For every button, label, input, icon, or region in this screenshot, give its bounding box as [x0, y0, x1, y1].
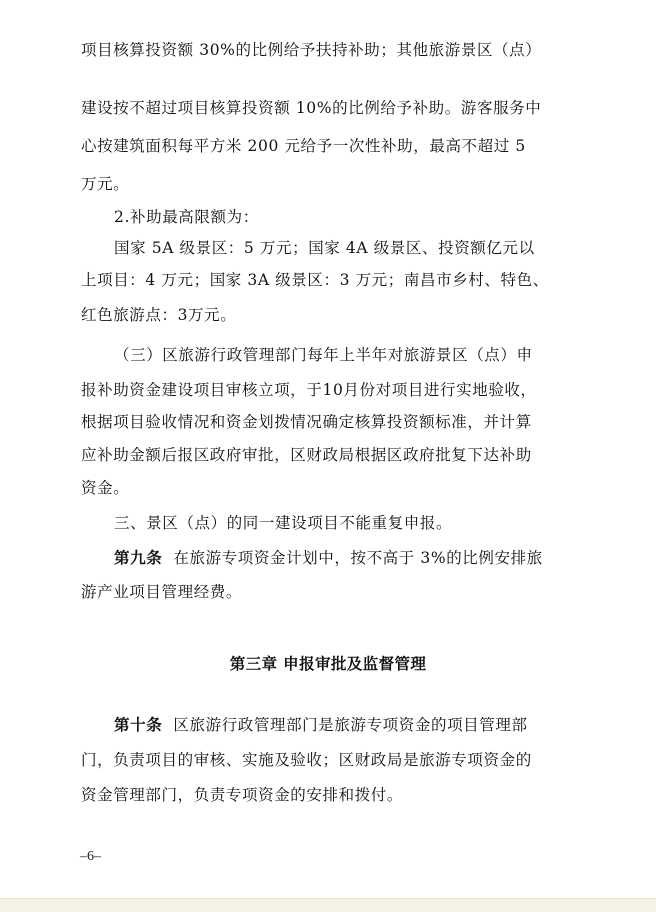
body-line-13: 资金。	[81, 479, 130, 497]
article-9-text: 在旅游专项资金计划中，按不高于 3%的比例安排旅	[173, 549, 543, 567]
body-line-1: 项目核算投资额 30%的比例给予扶持补助；其他旅游景区（点）	[81, 41, 542, 59]
article-9-label: 第九条	[114, 549, 163, 567]
body-line-7: 上项目：4 万元；国家 3A 级景区：3 万元；南昌市乡村、特色、	[81, 271, 549, 289]
body-line-2: 建设按不超过项目核算投资额 10%的比例给予补助。游客服务中	[81, 99, 542, 117]
article-9-line	[114, 548, 656, 568]
body-line-11: 根据项目验收情况和资金划拨情况确定核算投资额标准，并计算	[81, 413, 532, 431]
article-10-label: 第十条	[114, 716, 163, 734]
article-10-continuation-2: 资金管理部门，负责专项资金的安排和拨付。	[81, 786, 404, 804]
body-line-9: （三）区旅游行政管理部门每年上半年对旅游景区（点）申	[114, 346, 533, 364]
article-10-line	[114, 715, 656, 735]
article-10-continuation-1: 门，负责项目的审核、实施及验收；区财政局是旅游专项资金的	[81, 751, 532, 769]
page-bottom-edge	[0, 898, 656, 912]
body-line-5: 2.补助最高限额为：	[114, 208, 259, 226]
article-10-text: 区旅游行政管理部门是旅游专项资金的项目管理部	[173, 716, 528, 734]
article-9-continuation: 游产业项目管理经费。	[81, 583, 243, 601]
body-line-12: 应补助金额后报区政府审批，区财政局根据区政府批复下达补助	[81, 446, 532, 464]
body-line-10: 报补助资金建设项目审核立项，于10月份对项目进行实地验收，	[81, 381, 537, 399]
body-line-8: 红色旅游点：3万元。	[81, 306, 237, 324]
body-line-4: 万元。	[81, 175, 130, 193]
page-number: –6–	[80, 849, 101, 864]
body-line-6: 国家 5A 级景区：5 万元；国家 4A 级景区、投资额亿元以	[114, 239, 535, 257]
body-line-14: 三、景区（点）的同一建设项目不能重复申报。	[114, 514, 453, 532]
body-line-3: 心按建筑面积每平方米 200 元给予一次性补助，最高不超过 5	[81, 137, 526, 155]
chapter-heading: 第三章 申报审批及监督管理	[229, 655, 427, 673]
